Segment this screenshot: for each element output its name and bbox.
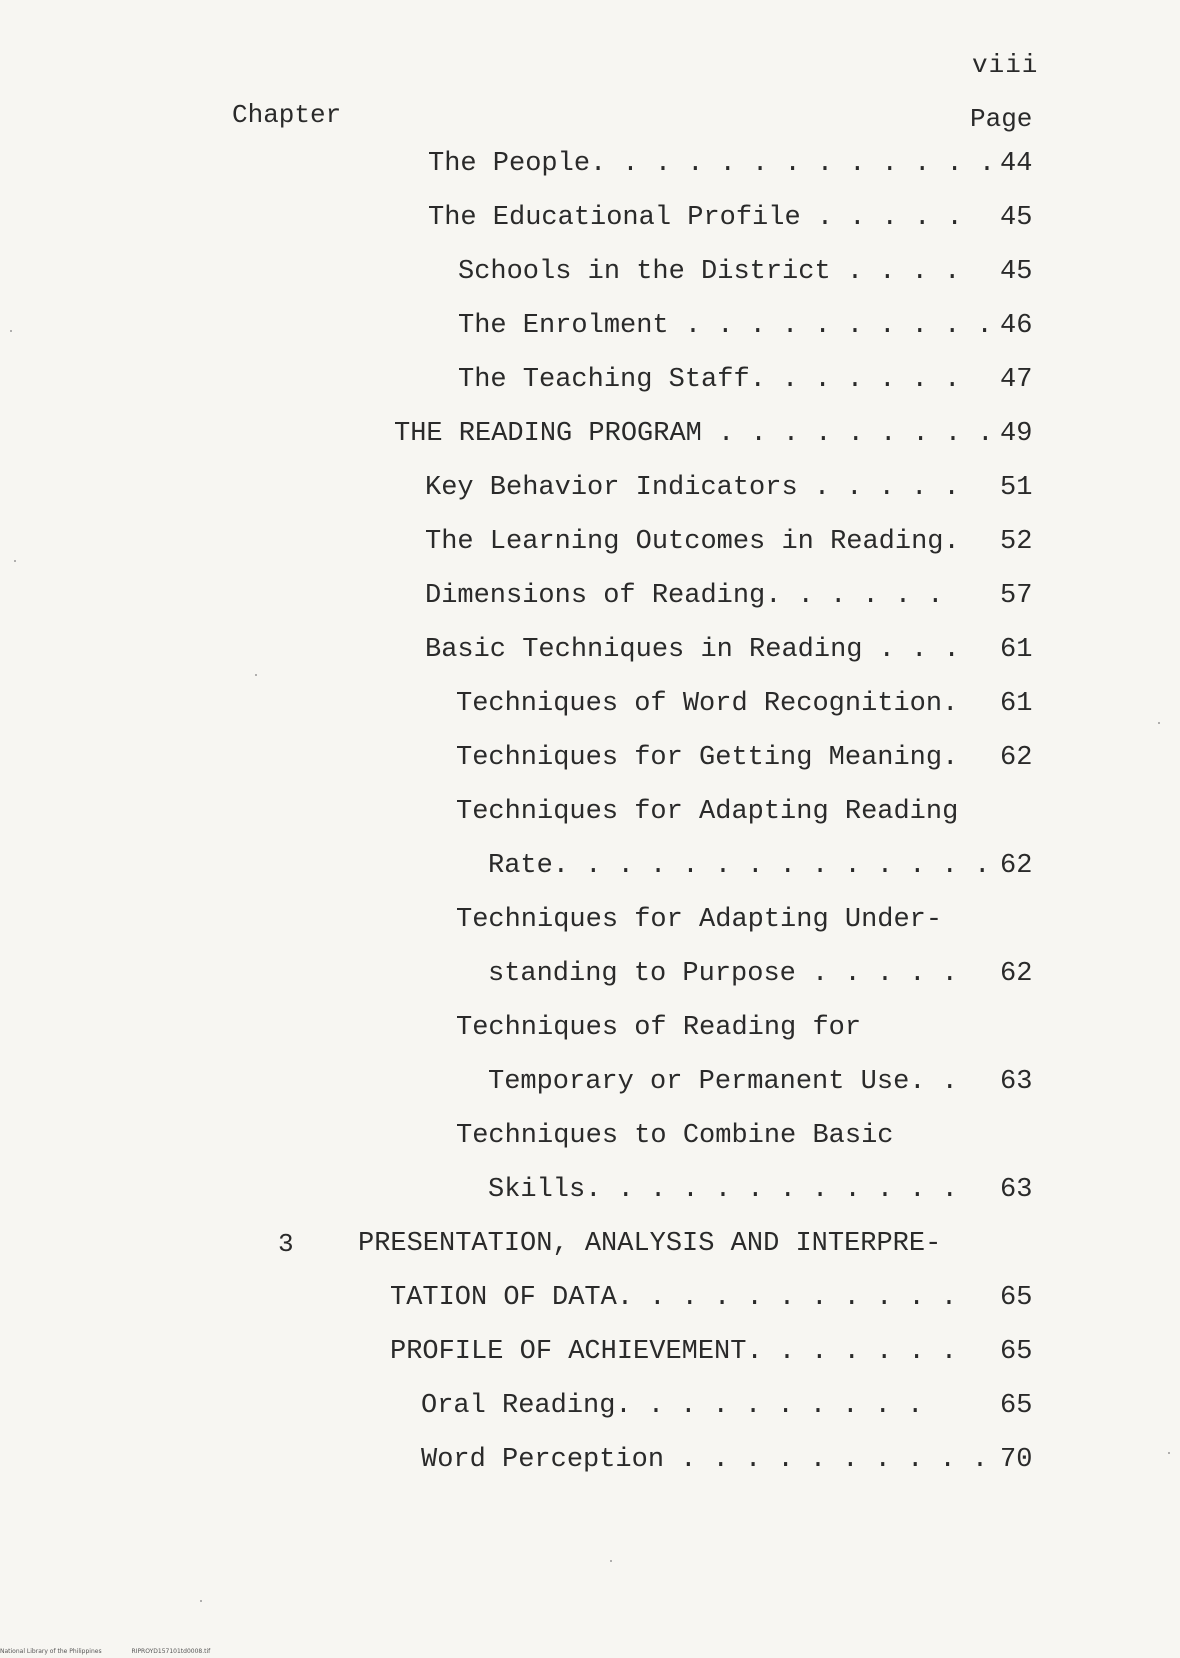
scan-speck [200,1600,202,1602]
toc-entry-text: Techniques of Reading for [456,1013,862,1043]
toc-entry-text: The Teaching Staff. . . . . . . [458,365,961,395]
toc-entry-text: Basic Techniques in Reading . . . [425,635,960,665]
toc-entry-text: PROFILE OF ACHIEVEMENT. . . . . . . [390,1337,958,1367]
toc-entry-page: 51 [1000,473,1033,503]
toc-entry-text: Oral Reading. . . . . . . . . . [421,1391,924,1421]
footer-filename: RIPROYD157101td0008.tif [131,1648,211,1655]
toc-entry-text: PRESENTATION, ANALYSIS AND INTERPRE- [358,1229,942,1259]
scan-speck [610,1560,612,1562]
toc-entry-page: 61 [1000,635,1033,665]
toc-entry-page: 57 [1000,581,1033,611]
toc-entry-text: Dimensions of Reading. . . . . . [425,581,944,611]
toc-entry-page: 62 [1000,851,1033,881]
toc-entry-page: 45 [1000,203,1033,233]
toc-entry-page: 65 [1000,1337,1033,1367]
toc-entry-page: 61 [1000,689,1033,719]
toc-entry-page: 44 [1000,149,1033,179]
toc-entry-page: 62 [1000,959,1033,989]
toc-entry-text: The Learning Outcomes in Reading. [425,527,960,557]
toc-entry-text: Techniques for Adapting Reading [456,797,959,827]
toc-entry-page: 49 [1000,419,1033,449]
toc-entry-text: Skills. . . . . . . . . . . . [488,1175,958,1205]
toc-entry-text: Techniques to Combine Basic [456,1121,894,1151]
toc-entry-text: Temporary or Permanent Use. . [488,1067,958,1097]
toc-entry-page: 46 [1000,311,1033,341]
toc-entry-page: 47 [1000,365,1033,395]
toc-entry-page: 65 [1000,1283,1033,1313]
scan-speck [1158,722,1160,724]
toc-entry-page: 63 [1000,1067,1033,1097]
page-column-header: Page [970,104,1033,134]
chapter-column-header: Chapter [232,100,342,130]
toc-entry-page: 45 [1000,257,1033,287]
toc-entry-text: Key Behavior Indicators . . . . . [425,473,960,503]
chapter-number: 3 [278,1229,294,1259]
toc-entry-text: Techniques for Getting Meaning. [456,743,959,773]
toc-entry-text: THE READING PROGRAM . . . . . . . . . [394,419,994,449]
toc-entry-text: Rate. . . . . . . . . . . . . . [488,851,991,881]
scan-speck [10,330,12,332]
scan-speck [14,560,16,562]
scan-footer [0,1648,238,1655]
scan-speck [255,674,257,676]
toc-entry-text: Word Perception . . . . . . . . . . [421,1445,989,1475]
toc-entry-text: Techniques of Word Recognition. [456,689,959,719]
toc-entry-text: The Enrolment . . . . . . . . . . [458,311,993,341]
toc-entry-page: 65 [1000,1391,1033,1421]
toc-entry-text: Schools in the District . . . . [458,257,961,287]
toc-entry-text: The People. . . . . . . . . . . . . [428,149,996,179]
page-number: viii [972,50,1039,80]
toc-entry-text: TATION OF DATA. . . . . . . . . . . [390,1283,958,1313]
toc-entry-page: 62 [1000,743,1033,773]
toc-entry-page: 52 [1000,527,1033,557]
scan-speck [1168,1452,1170,1454]
toc-entry-text: Techniques for Adapting Under- [456,905,943,935]
toc-entry-page: 70 [1000,1445,1033,1475]
toc-entry-page: 63 [1000,1175,1033,1205]
footer-library: National Library of the Philippines [0,1648,102,1655]
toc-entry-text: standing to Purpose . . . . . [488,959,958,989]
toc-entry-text: The Educational Profile . . . . . [428,203,963,233]
